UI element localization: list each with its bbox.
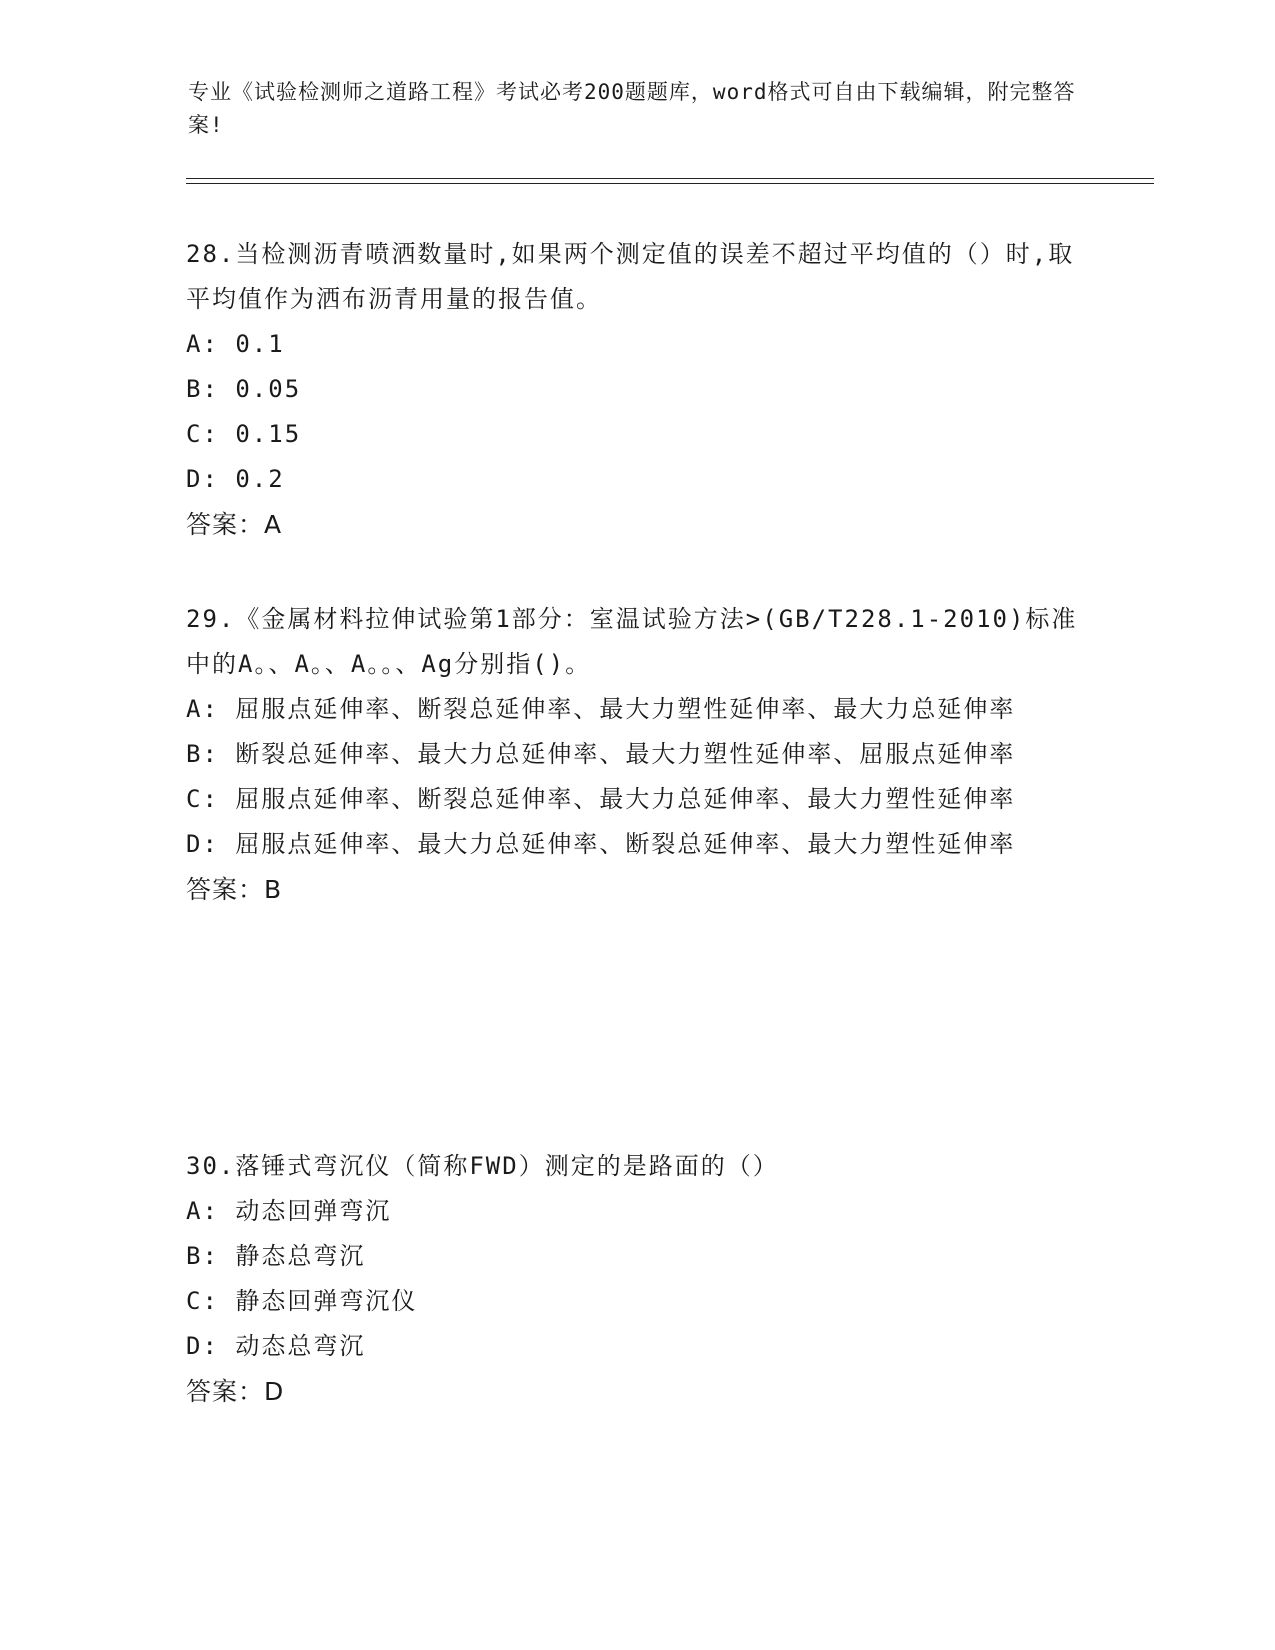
document-header-intro: 专业《试验检测师之道路工程》考试必考200题题库，word格式可自由下载编辑，附完整答案! — [188, 80, 1076, 137]
option-b: B: 0.05 — [186, 375, 302, 403]
question-block — [186, 232, 1086, 547]
option-d: D: 0.2 — [186, 465, 285, 493]
option-d: D: 屈服点延伸率、最大力总延伸率、断裂总延伸率、最大力塑性延伸率 — [186, 830, 1016, 858]
header-divider-top — [186, 178, 1154, 179]
answer-label: 答案：D — [186, 1377, 285, 1406]
question-stem: 29.《金属材料拉伸试验第1部分：室温试验方法>(GB/T228.1-2010)标准中的A。、A。、A。。、Ag分别指()。 — [186, 605, 1078, 678]
option-a: A: 0.1 — [186, 330, 285, 358]
option-b: B: 断裂总延伸率、最大力总延伸率、最大力塑性延伸率、屈服点延伸率 — [186, 740, 1016, 768]
answer-label: 答案：A — [186, 510, 283, 539]
answer-label: 答案：B — [186, 875, 283, 904]
option-c: C: 静态回弹弯沉仪 — [186, 1287, 418, 1315]
option-a: A: 动态回弹弯沉 — [186, 1197, 392, 1225]
header-divider-bottom — [186, 183, 1154, 184]
option-a: A: 屈服点延伸率、断裂总延伸率、最大力塑性延伸率、最大力总延伸率 — [186, 695, 1016, 723]
question-stem: 30.落锤式弯沉仪（简称FWD）测定的是路面的（） — [186, 1152, 779, 1180]
question-block — [186, 597, 1086, 912]
question-stem: 28.当检测沥青喷洒数量时,如果两个测定值的误差不超过平均值的（）时,取平均值作为洒布沥青用量的报告值。 — [186, 240, 1075, 313]
option-c: C: 0.15 — [186, 420, 302, 448]
option-b: B: 静态总弯沉 — [186, 1242, 366, 1270]
question-block — [186, 1144, 1086, 1414]
option-d: D: 动态总弯沉 — [186, 1332, 366, 1360]
option-c: C: 屈服点延伸率、断裂总延伸率、最大力总延伸率、最大力塑性延伸率 — [186, 785, 1016, 813]
